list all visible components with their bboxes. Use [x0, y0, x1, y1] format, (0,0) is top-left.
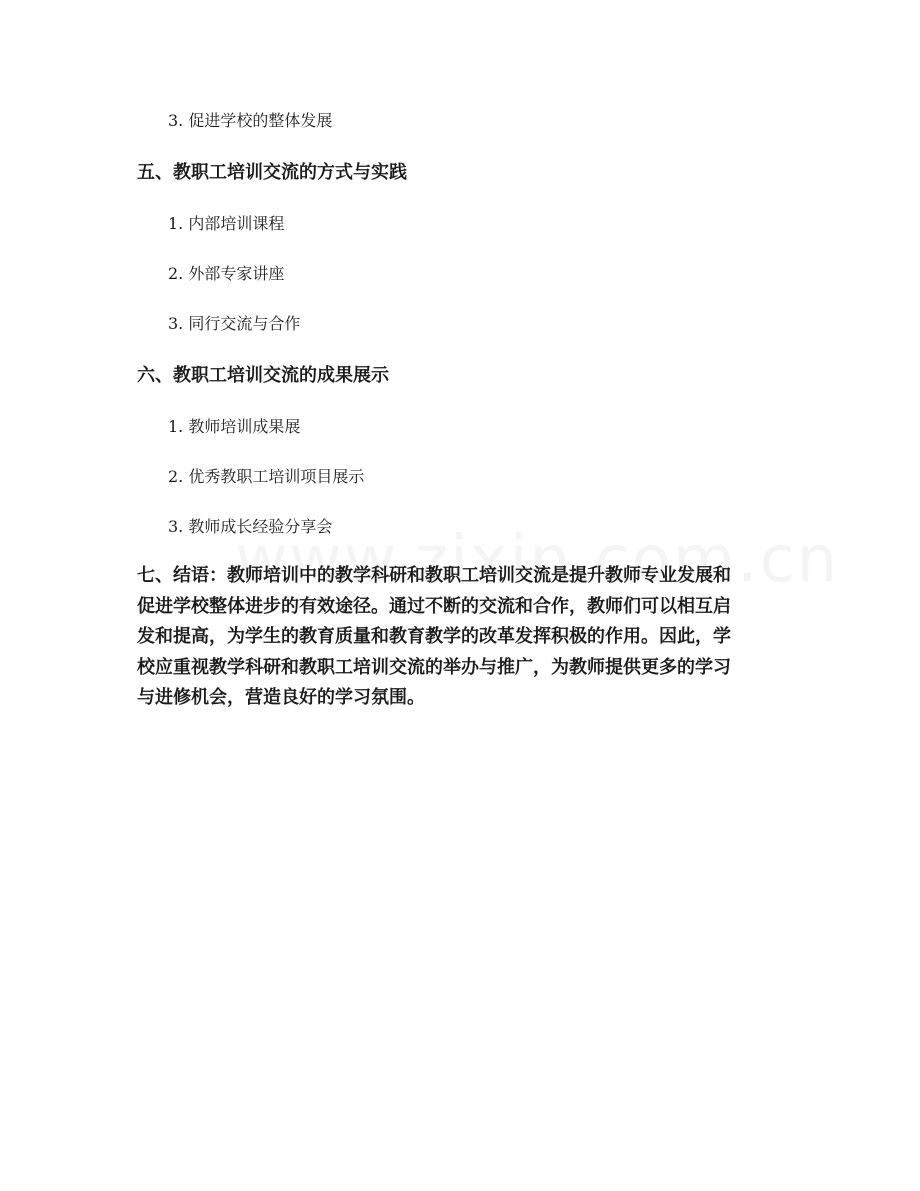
section-heading-5: 五、教职工培训交流的方式与实践	[137, 162, 407, 183]
conclusion-line: 发和提高，为学生的教育质量和教育教学的改革发挥积极的作用。因此，学	[137, 626, 731, 647]
section-heading-6: 六、教职工培训交流的成果展示	[137, 365, 389, 386]
conclusion-line: 七、结语：教师培训中的教学科研和教职工培训交流是提升教师专业发展和	[137, 565, 731, 586]
list-item-excellent-projects: 2. 优秀教职工培训项目展示	[168, 467, 365, 486]
conclusion-line: 校应重视教学科研和教职工培训交流的举办与推广，为教师提供更多的学习	[137, 656, 731, 678]
conclusion-line: 与进修机会，营造良好的学习氛围。	[137, 687, 425, 708]
list-item-external-lectures: 2. 外部专家讲座	[168, 264, 285, 283]
conclusion-paragraph	[137, 561, 787, 714]
list-item-experience-sharing: 3. 教师成长经验分享会	[168, 517, 333, 536]
conclusion-line: 促进学校整体进步的有效途径。通过不断的交流和合作，教师们可以相互启	[137, 595, 731, 617]
list-item-promote-school-development: 3. 促进学校的整体发展	[168, 111, 333, 130]
list-item-peer-exchange: 3. 同行交流与合作	[168, 314, 301, 333]
list-item-internal-training: 1. 内部培训课程	[168, 214, 285, 233]
list-item-training-exhibition: 1. 教师培训成果展	[168, 417, 301, 436]
